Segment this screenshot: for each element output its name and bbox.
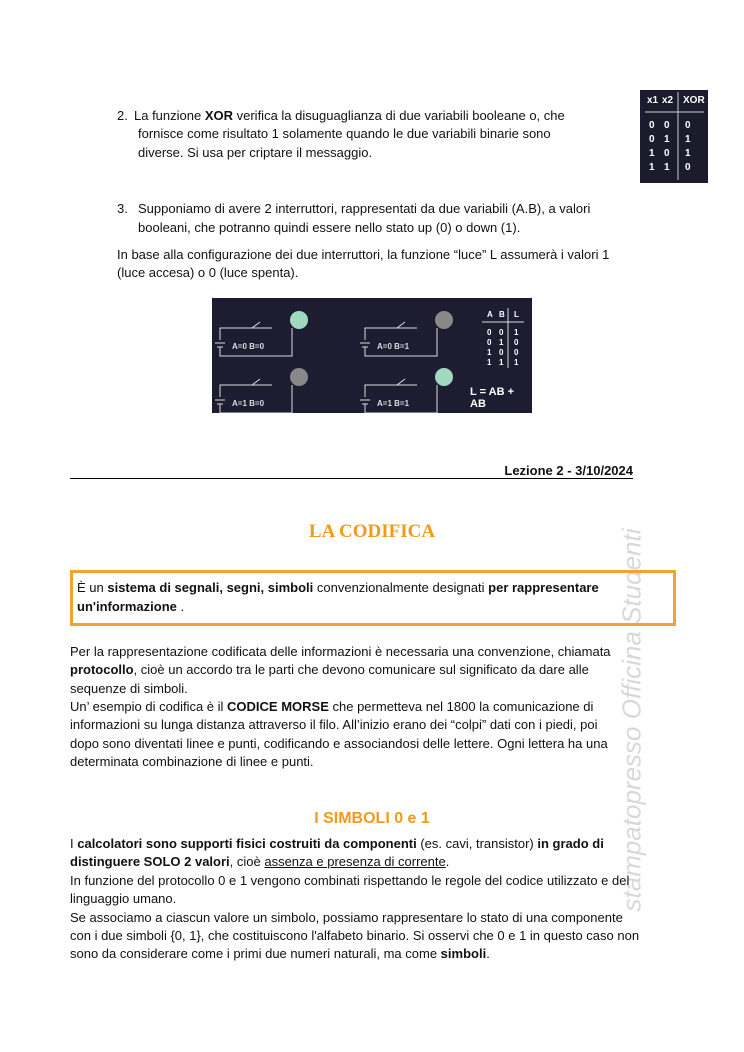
p2-line2: protocollo, cioè un accordo tra le parti che devono comunicare sul significato da dare alle <box>70 662 589 677</box>
xor-cell: 0 <box>649 134 655 145</box>
p3-line3: In funzione del protocollo 0 e 1 vengono combinati rispettando le regole del codice utilizzato e del <box>70 873 630 888</box>
formula: L = AB + AB <box>470 386 515 410</box>
circuit-state-label: A=1 B=0 <box>232 399 265 408</box>
circuit-table-header: A <box>487 310 493 319</box>
xor-cell: 1 <box>664 134 670 145</box>
xor-cell: 1 <box>685 148 691 159</box>
p2-line3: sequenze di simboli. <box>70 681 188 696</box>
watermark: stampatopresso Officina Studenti <box>616 528 647 912</box>
circuit-table-header: B <box>499 310 505 319</box>
xor-cell: 1 <box>649 148 655 159</box>
circuit-table-header: L <box>514 310 519 319</box>
xor-cell: 1 <box>649 162 655 173</box>
xor-cell: 0 <box>649 120 655 131</box>
xor-cell: 0 <box>685 162 691 173</box>
p3-line1: I calcolatori sono supporti fisici costruiti da componenti (es. cavi, transistor) in grado di <box>70 836 604 851</box>
circuit-state-label: A=0 B=1 <box>377 342 410 351</box>
circuit-table-cell: 0 <box>487 338 492 347</box>
xor-cell: 1 <box>664 162 670 173</box>
xor-cell: 0 <box>685 120 691 131</box>
para1-line2: (luce accesa) o 0 (luce spenta). <box>117 265 299 280</box>
circuit-table-cell: 1 <box>514 328 519 337</box>
xor-header: x2 <box>662 95 674 106</box>
p2-line1: Per la rappresentazione codificata delle informazioni è necessaria una convenzione, chiamata <box>70 644 611 659</box>
p3-line5: Se associamo a ciascun valore un simbolo, possiamo rappresentare lo stato di una componente <box>70 910 623 925</box>
circuit-table-cell: 1 <box>499 338 504 347</box>
circuit-table-cell: 0 <box>487 328 492 337</box>
p2-line6: dopo sono diventati linee e punti, codificando e associandosi delle lettere. Ogni lettera ha una <box>70 736 608 751</box>
lesson-heading: Lezione 2 - 3/10/2024 <box>504 463 633 478</box>
circuit-state-label: A=0 B=0 <box>232 342 265 351</box>
p3-line2: distinguere SOLO 2 valori, cioè assenza e presenza di corrente. <box>70 854 450 869</box>
section-title-codifica: LA CODIFICA <box>308 521 436 542</box>
item2-line1: La funzione XOR verifica la disuguaglianza di due variabili booleane o, che <box>134 108 565 123</box>
definition-line2: un'informazione . <box>77 599 185 614</box>
circuit-table-cell: 0 <box>514 338 519 347</box>
circuit-table-cell: 0 <box>499 348 504 357</box>
circuit-diagram-image <box>212 298 532 413</box>
circuit-table-cell: 0 <box>499 328 504 337</box>
item3-line1: Supponiamo di avere 2 interruttori, rappresentati da due variabili (A.B), a valori <box>138 201 591 216</box>
divider <box>70 478 633 479</box>
xor-cell: 0 <box>664 148 670 159</box>
xor-cell: 0 <box>664 120 670 131</box>
item2-line2: fornisce come risultato 1 solamente quando le due variabili binarie sono <box>138 126 551 141</box>
section-title-simboli: I SIMBOLI 0 e 1 <box>314 810 430 827</box>
p3-line4: linguaggio umano. <box>70 891 177 906</box>
circuit-table-cell: 1 <box>499 358 504 367</box>
list-number: 3. <box>117 201 128 216</box>
xor-header: x1 <box>647 95 659 106</box>
p2-line5: informazioni su lunga distanza attraverso il filo. All’inizio erano dei “colpi” dati con i piedi, poi <box>70 717 598 732</box>
p3-line6: con i due simboli {0, 1}, che costituiscono l'alfabeto binario. Si osservi che 0 e 1 in questo caso non <box>70 928 640 943</box>
p2-line4: Un’ esempio di codifica è il CODICE MORSE che permetteva nel 1800 la comunicazione di <box>70 699 594 714</box>
xor-cell: 1 <box>685 134 691 145</box>
list-number: 2. <box>117 108 128 123</box>
circuit-table-cell: 1 <box>514 358 519 367</box>
para1-line1: In base alla configurazione dei due interruttori, la funzione “luce” L assumerà i valori 1 <box>117 247 610 262</box>
circuit-table-cell: 1 <box>487 348 492 357</box>
circuit-table-cell: 1 <box>487 358 492 367</box>
item2-line3: diverse. Si usa per criptare il messaggio. <box>138 145 373 160</box>
item3-line2: booleani, che potranno quindi essere nello stato up (0) o down (1). <box>138 220 521 235</box>
xor-truth-table <box>640 90 708 183</box>
p3-line7: sono da considerare come i primi due numeri naturali, ma come simboli. <box>70 946 490 961</box>
circuit-table-cell: 0 <box>514 348 519 357</box>
circuit-state-label: A=1 B=1 <box>377 399 410 408</box>
p2-line7: determinata combinazione di linee e punti. <box>70 754 314 769</box>
xor-header: XOR <box>683 95 705 106</box>
definition-line1: È un sistema di segnali, segni, simboli convenzionalmente designati per rappresentare <box>77 580 599 595</box>
